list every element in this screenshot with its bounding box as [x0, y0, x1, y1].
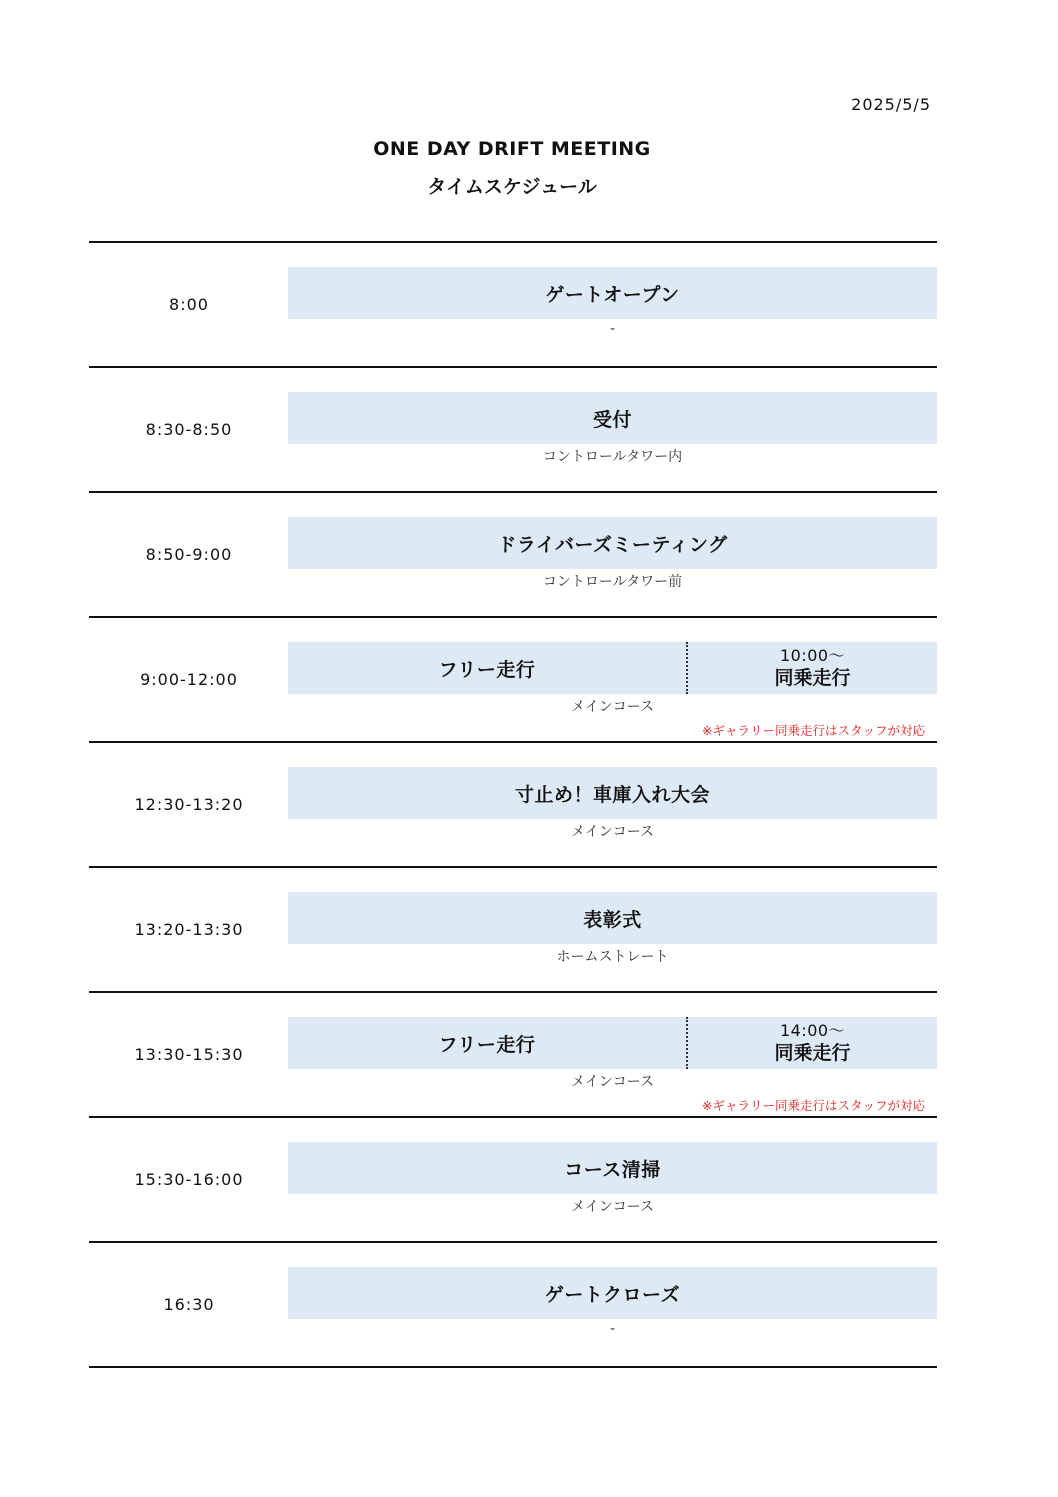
event-band	[288, 392, 937, 444]
row-time: 13:30-15:30	[134, 1045, 244, 1064]
schedule-table	[89, 241, 937, 1368]
event-location: コントロールタワー前	[542, 574, 683, 590]
event-title: ゲートクローズ	[544, 1283, 681, 1306]
side-event	[686, 1017, 937, 1069]
document-date: 2025/5/5	[851, 95, 931, 114]
row-time: 8:50-9:00	[145, 545, 233, 564]
event-title: 表彰式	[583, 908, 642, 931]
event-band	[288, 1267, 937, 1319]
row-time: 16:30	[163, 1295, 215, 1314]
schedule-row	[89, 1243, 937, 1368]
event-location: コントロールタワー内	[542, 449, 683, 465]
event-title: フリー走行	[438, 658, 536, 681]
event-location: -	[609, 1321, 616, 1337]
event-title: コース清掃	[564, 1158, 661, 1181]
side-event-title: 同乗走行	[774, 667, 851, 689]
side-event-time: 14:00～	[779, 1021, 846, 1040]
event-location: ホームストレート	[556, 949, 669, 965]
row-time: 13:20-13:30	[134, 920, 244, 939]
event-band	[288, 1142, 937, 1194]
event-title: 受付	[592, 408, 632, 431]
event-band	[288, 642, 937, 694]
schedule-row	[89, 493, 937, 618]
event-title: ドライバーズミーティング	[497, 533, 728, 556]
event-location: -	[609, 321, 616, 337]
row-time: 15:30-16:00	[134, 1170, 244, 1189]
side-event	[686, 642, 937, 694]
row-time: 8:00	[169, 295, 209, 314]
row-time: 12:30-13:20	[134, 795, 244, 814]
event-band	[288, 517, 937, 569]
event-title: ゲートオープン	[545, 283, 680, 306]
event-band	[288, 267, 937, 319]
event-location: メインコース	[570, 824, 655, 840]
schedule-row	[89, 868, 937, 993]
document-subtitle: タイムスケジュール	[427, 176, 597, 198]
event-location: メインコース	[570, 1074, 655, 1090]
row-time: 8:30-8:50	[145, 420, 233, 439]
document-title: ONE DAY DRIFT MEETING	[373, 138, 651, 160]
event-note: ※ギャラリー同乗走行はスタッフが対応	[702, 723, 925, 738]
event-band	[288, 1017, 937, 1069]
schedule-row	[89, 618, 937, 743]
event-title: フリー走行	[438, 1033, 536, 1056]
event-band	[288, 767, 937, 819]
schedule-row	[89, 993, 937, 1118]
side-event-title: 同乗走行	[774, 1042, 851, 1064]
event-location: メインコース	[570, 1199, 655, 1215]
event-band	[288, 892, 937, 944]
event-note: ※ギャラリー同乗走行はスタッフが対応	[702, 1098, 925, 1113]
side-event-time: 10:00～	[779, 646, 846, 665]
row-time: 9:00-12:00	[140, 670, 238, 689]
schedule-row	[89, 1118, 937, 1243]
event-location: メインコース	[570, 699, 655, 715]
schedule-row	[89, 368, 937, 493]
schedule-row	[89, 243, 937, 368]
event-title: 寸止め！車庫入れ大会	[514, 783, 710, 806]
schedule-row	[89, 743, 937, 868]
